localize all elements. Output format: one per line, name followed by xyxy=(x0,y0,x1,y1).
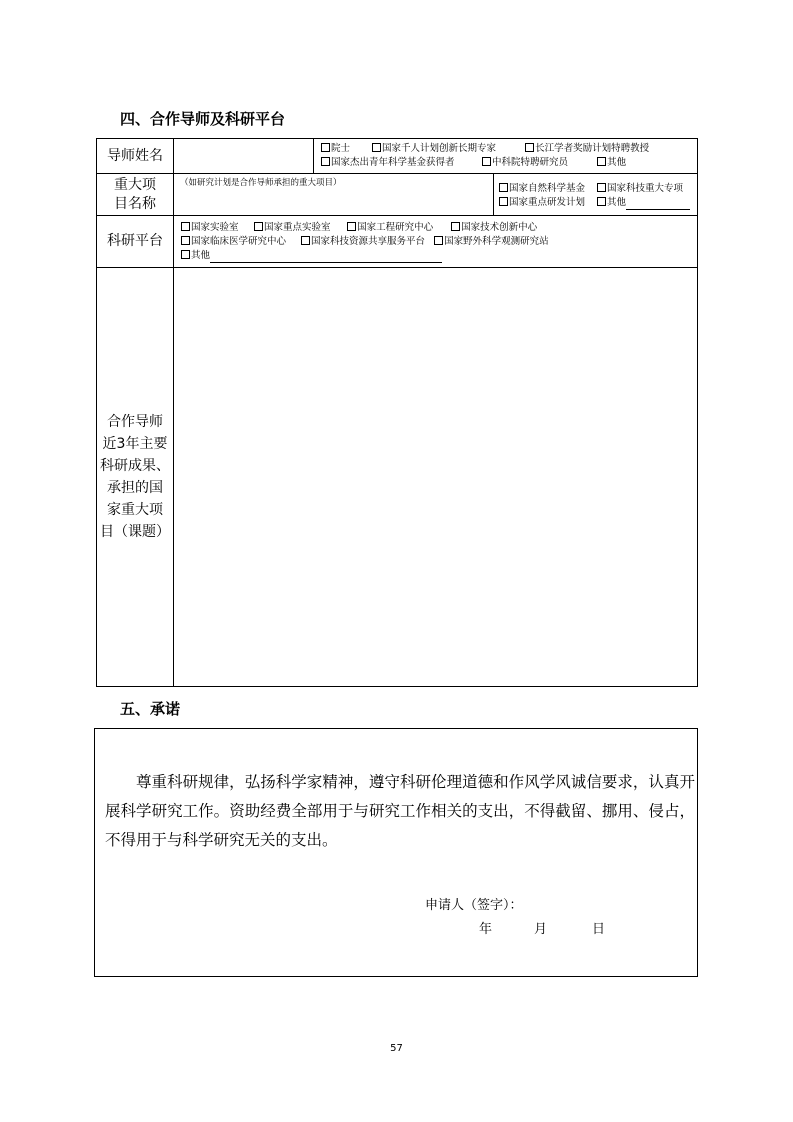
option-changjiang-scholar[interactable]: 长江学者奖励计划特聘教授 xyxy=(525,143,649,154)
option-other-title[interactable]: 其他 xyxy=(597,157,626,168)
option-thousand-talents[interactable]: 国家千人计划创新长期专家 xyxy=(372,142,522,156)
checkbox-icon[interactable] xyxy=(347,222,356,231)
signature-field[interactable] xyxy=(535,894,635,912)
page-number: 57 xyxy=(390,1043,403,1054)
option-cas-researcher[interactable]: 中科院特聘研究员 xyxy=(482,156,594,170)
checkbox-icon[interactable] xyxy=(434,236,443,245)
project-name-label: 重大项 目名称 xyxy=(97,174,174,216)
other-fund-blank[interactable] xyxy=(626,209,690,210)
checkbox-icon[interactable] xyxy=(321,143,330,152)
section-5-title: 五、承诺 xyxy=(120,700,181,718)
project-note: （如研究计划是合作导师承担的重大项目） xyxy=(180,178,342,188)
checkbox-icon[interactable] xyxy=(597,183,606,192)
checkbox-icon[interactable] xyxy=(321,157,330,166)
option-other-platform[interactable]: 其他 xyxy=(181,250,442,261)
option-nsfc[interactable]: 国家自然科学基金 xyxy=(499,182,594,196)
option-key-rd[interactable]: 国家重点研发计划 xyxy=(499,196,594,210)
pledge-box xyxy=(94,728,698,977)
option-engineering-center[interactable]: 国家工程研究中心 xyxy=(347,221,448,235)
checkbox-icon[interactable] xyxy=(525,143,534,152)
checkbox-icon[interactable] xyxy=(482,157,491,166)
checkbox-icon[interactable] xyxy=(597,197,606,206)
fund-options xyxy=(494,174,698,216)
platform-options xyxy=(174,216,698,268)
checkbox-icon[interactable] xyxy=(254,222,263,231)
option-national-lab[interactable]: 国家实验室 xyxy=(181,221,251,235)
platform-label: 科研平台 xyxy=(97,216,174,268)
checkbox-icon[interactable] xyxy=(597,157,606,166)
date-year: 年 xyxy=(479,922,493,937)
section-4-title: 四、合作导师及科研平台 xyxy=(120,110,286,128)
date-day: 日 xyxy=(592,922,606,937)
advisor-name-field[interactable] xyxy=(174,139,314,174)
option-key-lab[interactable]: 国家重点实验室 xyxy=(254,221,344,235)
other-platform-blank[interactable] xyxy=(210,262,442,263)
date-month: 月 xyxy=(534,922,548,937)
option-major-special[interactable]: 国家科技重大专项 xyxy=(597,183,683,194)
checkbox-icon[interactable] xyxy=(181,222,190,231)
checkbox-icon[interactable] xyxy=(301,236,310,245)
checkbox-icon[interactable] xyxy=(499,183,508,192)
project-name-field[interactable] xyxy=(174,174,494,216)
achievements-field[interactable] xyxy=(174,268,698,687)
option-resource-platform[interactable]: 国家科技资源共享服务平台 xyxy=(301,235,431,249)
option-innovation-center[interactable]: 国家技术创新中心 xyxy=(451,222,537,233)
option-distinguished-young[interactable]: 国家杰出青年科学基金获得者 xyxy=(321,156,479,170)
checkbox-icon[interactable] xyxy=(451,222,460,231)
checkbox-icon[interactable] xyxy=(499,197,508,206)
advisor-name-label: 导师姓名 xyxy=(97,139,174,174)
signature-label: 申请人（签字）： xyxy=(425,898,523,913)
advisor-title-options xyxy=(314,139,698,174)
checkbox-icon[interactable] xyxy=(181,250,190,259)
option-other-fund[interactable]: 其他 xyxy=(597,197,690,208)
advisor-platform-table xyxy=(96,138,698,687)
pledge-text: 尊重科研规律，弘扬科学家精神，遵守科研伦理道德和作风学风诚信要求，认真开展科学研究工作。资助经费全部用于与研究工作相关的支出，不得截留、挪用、侵占，不得用于与科学研究无关的支出。 xyxy=(105,773,695,849)
option-field-station[interactable]: 国家野外科学观测研究站 xyxy=(434,236,549,247)
option-clinical-center[interactable]: 国家临床医学研究中心 xyxy=(181,235,298,249)
option-academician[interactable]: 院士 xyxy=(321,142,369,156)
checkbox-icon[interactable] xyxy=(372,143,381,152)
achievements-label: 合作导师 近3年主要 科研成果、 承担的国 家重大项 目（课题） xyxy=(97,268,174,687)
checkbox-icon[interactable] xyxy=(181,236,190,245)
